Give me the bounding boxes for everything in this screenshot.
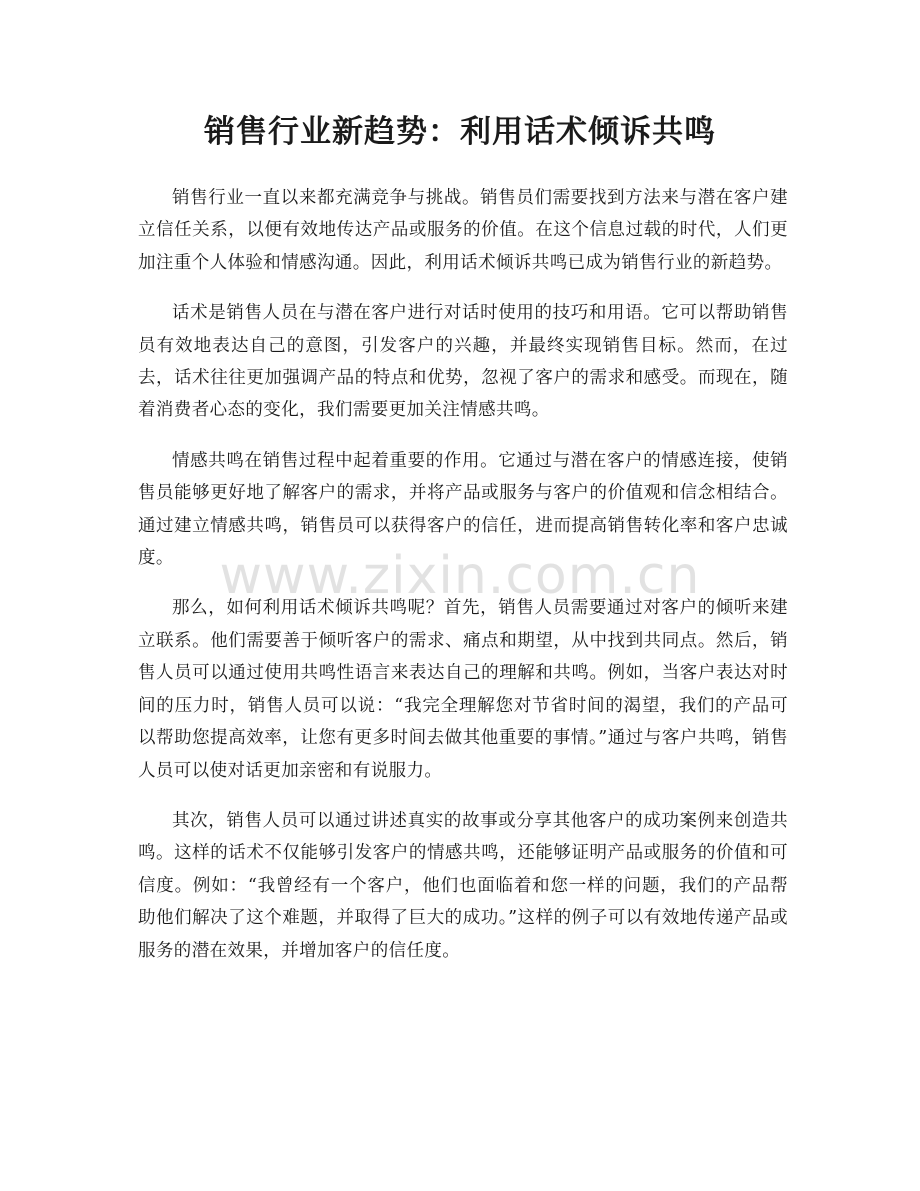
- paragraph-2: 话术是销售人员在与潜在客户进行对话时使用的技巧和用语。它可以帮助销售员有效地表达自己的意图，引发客户的兴趣，并最终实现销售目标。然而，在过去，话术往往更加强调产品的特点和优势，忽视了客户的需求和感受。而现在，随着消费者心态的变化，我们需要更加关注情感共鸣。: [138, 303, 788, 421]
- document-body: [138, 182, 788, 985]
- watermark: www.zixin.com.cn: [219, 546, 701, 606]
- paragraph-5: 其次，销售人员可以通过讲述真实的故事或分享其他客户的成功案例来创造共鸣。这样的话术不仅能够引发客户的情感共鸣，还能够证明产品或服务的价值和可信度。例如：“我曾经有一个客户，他们也面临着和您一样的问题，我们的产品帮助他们解决了这个难题，并取得了巨大的成功。”这样的例子可以有效地传递产品或服务的潜在效果，并增加客户的信任度。: [138, 810, 788, 961]
- page-title: 销售行业新趋势：利用话术倾诉共鸣: [204, 114, 716, 150]
- paragraph-4: 那么，如何利用话术倾诉共鸣呢？首先，销售人员需要通过对客户的倾听来建立联系。他们需要善于倾听客户的需求、痛点和期望，从中找到共同点。然后，销售人员可以通过使用共鸣性语言来表达自己的理解和共鸣。例如，当客户表达对时间的压力时，销售人员可以说：“我完全理解您对节省时间的渴望，我们的产品可以帮助您提高效率，让您有更多时间去做其他重要的事情。”通过与客户共鸣，销售人员可以使对话更加亲密和有说服力。: [138, 598, 788, 781]
- paragraph-1: 销售行业一直以来都充满竞争与挑战。销售员们需要找到方法来与潜在客户建立信任关系，以便有效地传达产品或服务的价值。在这个信息过载的时代，人们更加注重个人体验和情感沟通。因此，利用话术倾诉共鸣已成为销售行业的新趋势。: [138, 188, 788, 273]
- paragraph-3: 情感共鸣在销售过程中起着重要的作用。它通过与潜在客户的情感连接，使销售员能够更好地了解客户的需求，并将产品或服务与客户的价值观和信念相结合。通过建立情感共鸣，销售员可以获得客户的信任，进而提高销售转化率和客户忠诚度。: [138, 450, 788, 569]
